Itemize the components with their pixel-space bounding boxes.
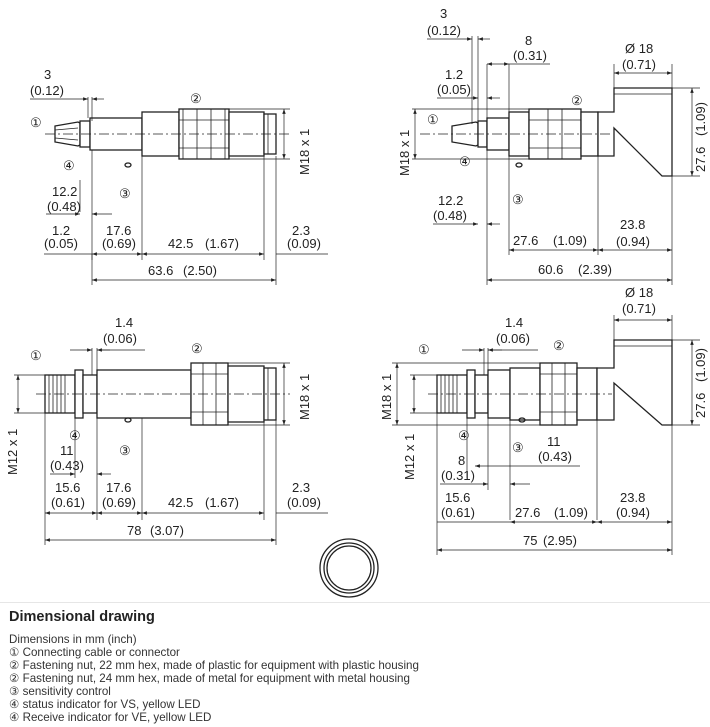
dim-2-3: 2.3 (292, 223, 311, 238)
legend-caption (0, 602, 710, 727)
dim-total: 63.6 (148, 263, 174, 278)
dim-17-6-inch: (0.69) (102, 236, 136, 251)
dim-total-inch: (2.39) (578, 262, 612, 277)
connector-label: M12 x 1 (402, 433, 417, 480)
view-top-right (397, 6, 708, 285)
thread-label: M18 x 1 (297, 373, 312, 420)
dim-1-2-inch: (0.05) (437, 82, 471, 97)
callout-2: ② (553, 338, 565, 353)
callout-4: ④ (458, 428, 470, 443)
dim-15-6: 15.6 (55, 480, 81, 495)
dim-42-5-inch: (1.67) (205, 236, 239, 251)
dim-12-2-inch: (0.48) (47, 199, 81, 214)
dim-3: 3 (44, 67, 52, 82)
dim-3-inch: (0.12) (427, 23, 461, 38)
dim-8: 8 (458, 453, 466, 468)
dim-11: 11 (547, 434, 561, 449)
dim-dia-inch: (0.71) (622, 57, 656, 72)
dim-total-inch: (3.07) (150, 523, 184, 538)
dim-total: 75 (523, 533, 538, 548)
view-bottom-left (5, 315, 328, 545)
dim-8-inch: (0.31) (441, 468, 475, 483)
callout-1: ① (30, 115, 42, 130)
dim-total: 78 (127, 523, 142, 538)
dim-8-inch: (0.31) (513, 48, 547, 63)
dim-17-6: 17.6 (106, 223, 132, 238)
callout-1: ① (427, 112, 439, 127)
sensor-body (452, 88, 672, 176)
caption-units: Dimensions in mm (inch) (9, 633, 137, 646)
nut-top-view (320, 539, 378, 597)
dim-42-5: 42.5 (168, 236, 194, 251)
callout-2: ② (571, 93, 583, 108)
dim-total-inch: (2.95) (543, 533, 577, 548)
dim-3: 3 (440, 6, 448, 21)
dim-total-inch: (2.50) (183, 263, 217, 278)
callout-4: ④ (63, 158, 75, 173)
legend-item: ④ Receive indicator for VE, yellow LED (9, 711, 212, 724)
thread-label: M18 x 1 (397, 129, 412, 176)
dim-17-6-inch: (0.69) (102, 495, 136, 510)
dim-27-6: 27.6 (515, 505, 541, 520)
callout-4: ④ (69, 428, 81, 443)
callout-2: ② (191, 341, 203, 356)
dim-42-5-inch: (1.67) (205, 495, 239, 510)
dim-1-2: 1.2 (445, 67, 464, 82)
callout-1: ① (418, 342, 430, 357)
connector-label: M12 x 1 (5, 428, 20, 475)
dim-dia-inch: (0.71) (622, 301, 656, 316)
dim-1-4-inch: (0.06) (103, 331, 137, 346)
dim-1-4-inch: (0.06) (496, 331, 530, 346)
callout-4: ④ (459, 154, 471, 169)
dim-11-inch: (0.43) (50, 458, 84, 473)
legend-item: ① Connecting cable or connector (9, 646, 180, 659)
dim-height-inch: (1.09) (693, 102, 708, 136)
callout-3: ③ (512, 440, 524, 455)
callout-1: ① (30, 348, 42, 363)
dim-23-8: 23.8 (620, 490, 646, 505)
dim-3-inch: (0.12) (30, 83, 64, 98)
dim-15-6: 15.6 (445, 490, 471, 505)
dim-15-6-inch: (0.61) (441, 505, 475, 520)
dim-15-6-inch: (0.61) (51, 495, 85, 510)
dim-height: 27.6 (693, 392, 708, 418)
thread-label: M18 x 1 (379, 373, 394, 420)
dim-height: 27.6 (693, 146, 708, 172)
dim-27-6: 27.6 (513, 233, 539, 248)
legend-item: ② Fastening nut, 24 mm hex, made of metal for equipment with metal housing (9, 672, 410, 685)
dim-2-3: 2.3 (292, 480, 311, 495)
dim-12-2: 12.2 (52, 184, 78, 199)
dim-11-inch: (0.43) (538, 449, 572, 464)
dim-1-4: 1.4 (115, 315, 134, 330)
dim-23-8-inch: (0.94) (616, 505, 650, 520)
dim-12-2: 12.2 (438, 193, 464, 208)
dim-42-5: 42.5 (168, 495, 194, 510)
dim-17-6: 17.6 (106, 480, 132, 495)
dim-dia: Ø 18 (625, 41, 654, 56)
dim-2-3-inch: (0.09) (287, 236, 321, 251)
callout-2: ② (190, 91, 202, 106)
dim-27-6-inch: (1.09) (554, 505, 588, 520)
caption-title: Dimensional drawing (9, 609, 155, 625)
view-bottom-right (379, 285, 708, 555)
dim-11: 11 (60, 443, 74, 458)
dim-1-4: 1.4 (505, 315, 524, 330)
dim-23-8: 23.8 (620, 217, 646, 232)
legend-item: ④ status indicator for VS, yellow LED (9, 698, 201, 711)
view-top-left (30, 67, 328, 285)
dim-27-6-inch: (1.09) (553, 233, 587, 248)
legend-item: ③ sensitivity control (9, 685, 111, 698)
callout-3: ③ (119, 443, 131, 458)
thread-label: M18 x 1 (297, 128, 312, 175)
dim-2-3-inch: (0.09) (287, 495, 321, 510)
dim-height-inch: (1.09) (693, 348, 708, 382)
dim-8: 8 (525, 33, 533, 48)
callout-3: ③ (119, 186, 131, 201)
dim-total: 60.6 (538, 262, 564, 277)
dim-1-2: 1.2 (52, 223, 71, 238)
callout-3: ③ (512, 192, 524, 207)
legend-item: ② Fastening nut, 22 mm hex, made of plastic for equipment with plastic housing (9, 659, 419, 672)
dim-dia: Ø 18 (625, 285, 654, 300)
dim-12-2-inch: (0.48) (433, 208, 467, 223)
dim-23-8-inch: (0.94) (616, 234, 650, 249)
dim-1-2-inch: (0.05) (44, 236, 78, 251)
